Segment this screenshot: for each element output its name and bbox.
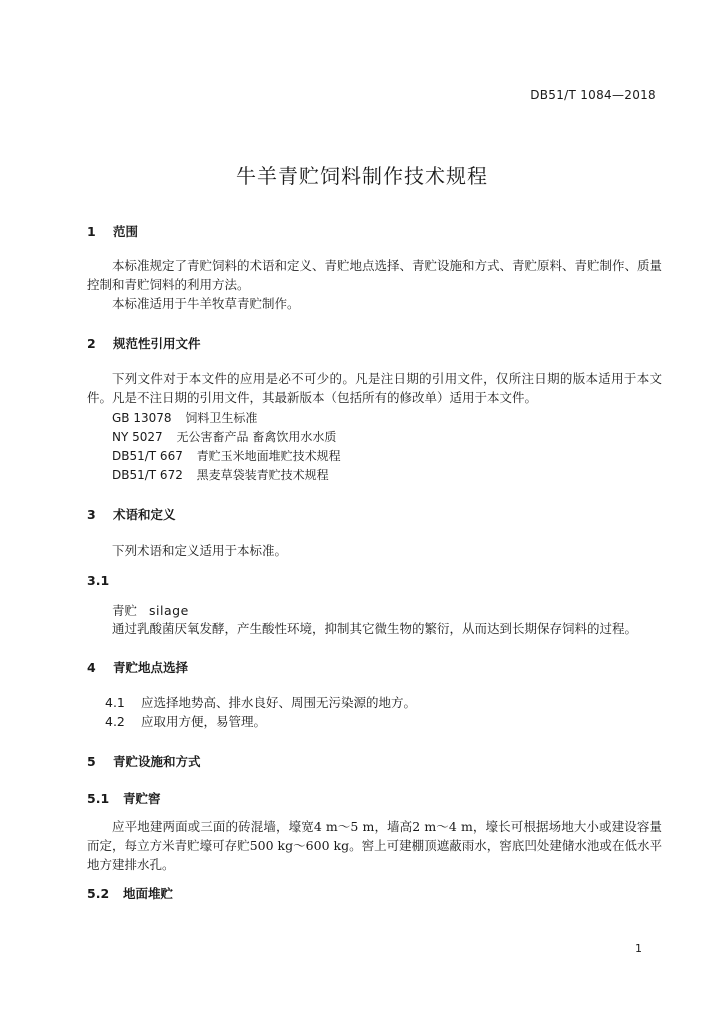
section-number: 5 bbox=[87, 754, 96, 769]
item-text: 应选择地势高、排水良好、周围无污染源的地方。 bbox=[141, 695, 417, 710]
subsection-5-1-heading bbox=[87, 789, 161, 807]
subsection-title: 地面堆贮 bbox=[123, 886, 174, 901]
reference-code: DB51/T 672 bbox=[112, 468, 183, 482]
section-title: 青贮地点选择 bbox=[113, 660, 189, 675]
section-2-paragraph: 下列文件对于本文件的应用是必不可少的。凡是注日期的引用文件，仅所注日期的版本适用于本文件。凡是不注日期的引用文件，其最新版本（包括所有的修改单）适用于本文件。 bbox=[87, 371, 662, 405]
section-number: 4 bbox=[87, 660, 96, 675]
subsection-number: 5.2 bbox=[87, 886, 110, 901]
section-1-paragraph-2: 本标准适用于牛羊牧草青贮制作。 bbox=[112, 296, 300, 311]
reference-code: GB 13078 bbox=[112, 411, 172, 425]
section-title: 术语和定义 bbox=[113, 507, 176, 522]
subsection-number: 5.1 bbox=[87, 791, 110, 806]
standard-code: DB51/T 1084—2018 bbox=[530, 88, 656, 102]
term-entry bbox=[112, 601, 189, 619]
term-definition: 通过乳酸菌厌氧发酵，产生酸性环境，抑制其它微生物的繁衍，从而达到长期保存饲料的过程。 bbox=[112, 621, 638, 636]
reference-title: 黑麦草袋装青贮技术规程 bbox=[196, 468, 329, 482]
item-number: 4.2 bbox=[105, 714, 125, 729]
page-number: 1 bbox=[635, 942, 642, 955]
list-item bbox=[105, 693, 416, 711]
section-1-heading bbox=[87, 222, 138, 240]
section-number: 3 bbox=[87, 507, 96, 522]
reference-code: NY 5027 bbox=[112, 430, 163, 444]
reference-item bbox=[112, 428, 336, 445]
reference-title: 无公害畜产品 畜禽饮用水水质 bbox=[176, 430, 337, 444]
section-2-heading bbox=[87, 334, 201, 352]
section-1-paragraph-1: 本标准规定了青贮饲料的术语和定义、青贮地点选择、青贮设施和方式、青贮原料、青贮制作、质量控制和青贮饲料的利用方法。 bbox=[87, 258, 663, 292]
item-number: 4.1 bbox=[105, 695, 125, 710]
section-title: 范围 bbox=[113, 224, 139, 239]
section-3-heading bbox=[87, 505, 176, 523]
term-english: silage bbox=[149, 603, 189, 618]
subsection-title: 青贮窖 bbox=[123, 791, 161, 806]
term-chinese: 青贮 bbox=[112, 603, 138, 618]
section-5-heading bbox=[87, 752, 201, 770]
section-title: 规范性引用文件 bbox=[113, 336, 201, 351]
reference-code: DB51/T 667 bbox=[112, 449, 183, 463]
reference-item bbox=[112, 409, 257, 426]
reference-title: 青贮玉米地面堆贮技术规程 bbox=[196, 449, 341, 463]
section-number: 1 bbox=[87, 224, 96, 239]
subsection-5-1-paragraph: 应平地建两面或三面的砖混墙，壕宽4 m～5 m，墙高2 m～4 m，壕长可根据场地大小或建设容量而定，每立方米青贮壕可存贮500 kg～600 kg。窖上可建棚顶遮蔽雨水，窖底凹处建储水池或在低水平地方建排水孔。 bbox=[87, 819, 662, 872]
reference-title: 饲料卫生标准 bbox=[185, 411, 258, 425]
subsection-3-1-number: 3.1 bbox=[87, 573, 110, 588]
item-text: 应取用方便，易管理。 bbox=[141, 714, 267, 729]
reference-item bbox=[112, 466, 329, 483]
section-4-heading bbox=[87, 658, 188, 676]
reference-item bbox=[112, 447, 341, 464]
list-item bbox=[105, 712, 266, 730]
section-title: 青贮设施和方式 bbox=[113, 754, 201, 769]
section-number: 2 bbox=[87, 336, 96, 351]
subsection-5-2-heading bbox=[87, 884, 173, 902]
document-title: 牛羊青贮饲料制作技术规程 bbox=[236, 164, 488, 188]
section-3-paragraph: 下列术语和定义适用于本标准。 bbox=[112, 543, 288, 558]
